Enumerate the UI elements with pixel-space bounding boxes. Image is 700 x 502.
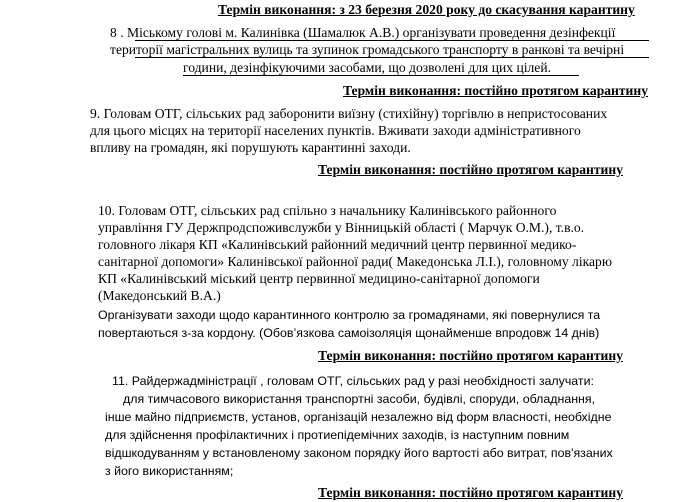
tracked-change-rule: [135, 40, 649, 41]
item-9-line-3: впливу на громадян, які порушують карантинні заходи.: [90, 140, 411, 155]
tracked-change-rule: [135, 57, 649, 58]
item-11-line-1: 11. Райдержадміністрації , головам ОТГ, сільських рад у разі необхідності залучати:: [112, 374, 594, 388]
item-10-line-2: управління ГУ Держпродспоживслужби у Вінницькій області ( Марчук О.М.), т.в.о.: [98, 220, 585, 235]
item-10-line-6: (Македонський В.А.): [98, 288, 221, 303]
item-8-line-1: 8 . Міському голові м. Калинівка (Шамалюк А.В.) організувати проведення дезінфекції: [110, 25, 616, 40]
item-11-para-line-5: з його використанням;: [105, 464, 234, 478]
item-10-line-1: 10. Головам ОТГ, сільських рад спільно з начальнику Калинівського районного: [98, 203, 557, 218]
deadline-heading-10: Термін виконання: постійно протягом карантину: [318, 348, 624, 363]
item-11-para-line-4: відшкодуванням у встановленому законом порядку його вартості або витрат, пов'язаних: [105, 446, 613, 460]
deadline-heading-9: Термін виконання: постійно протягом карантину: [318, 162, 624, 177]
item-10-para-2-line-1: Організувати заходи щодо карантинного контролю за громадянами, які повернулися та: [98, 308, 601, 322]
item-11-para-line-3: для здійснення профілактичних і протиепідемічних заходів, із наступним повним: [105, 428, 570, 442]
item-10-line-5: КП «Калинівський міський центр первинної медицино-санітарної допомоги: [98, 271, 540, 286]
item-11-para-line-2: інше майно підприємств, установ, організацій незалежно від форм власності, необхідне: [105, 410, 612, 424]
item-11-para-line-1: для тимчасового використання транспортні засоби, будівлі, споруди, обладнання,: [123, 392, 596, 406]
deadline-heading-11: Термін виконання: постійно протягом карантину: [318, 485, 624, 500]
item-8-line-2: території магістральних вулиць та зупинок громадського транспорту в ранкові та вечірні: [110, 42, 625, 57]
item-10-line-3: головного лікаря КП «Калинівський районний медичний центр первинної медико-: [98, 237, 577, 252]
deadline-heading-8: Термін виконання: постійно протягом карантину: [343, 83, 649, 98]
item-8-line-3: години, дезінфікуючими засобами, що дозволені для цих цілей.: [183, 60, 551, 75]
item-10-para-2-line-2: повертаються з-за кордону. (Обов’язкова самоізоляція щонайменше впродовж 14 днів): [98, 326, 600, 340]
item-9-line-1: 9. Головам ОТГ, сільських рад заборонити виїзну (стихійну) торгівлю в непристосованих: [90, 106, 608, 121]
tracked-change-rule: [183, 75, 579, 76]
item-10-line-4: санітарної допомоги» Калинівської районної ради( Македонська Л.І.), головному лікарю: [98, 254, 612, 269]
item-9-line-2: для цього місцях на території населених пунктів. Вживати заходи адміністративного: [90, 123, 581, 138]
deadline-heading-top: Термін виконання: з 23 березня 2020 року до скасування карантину: [218, 2, 635, 17]
